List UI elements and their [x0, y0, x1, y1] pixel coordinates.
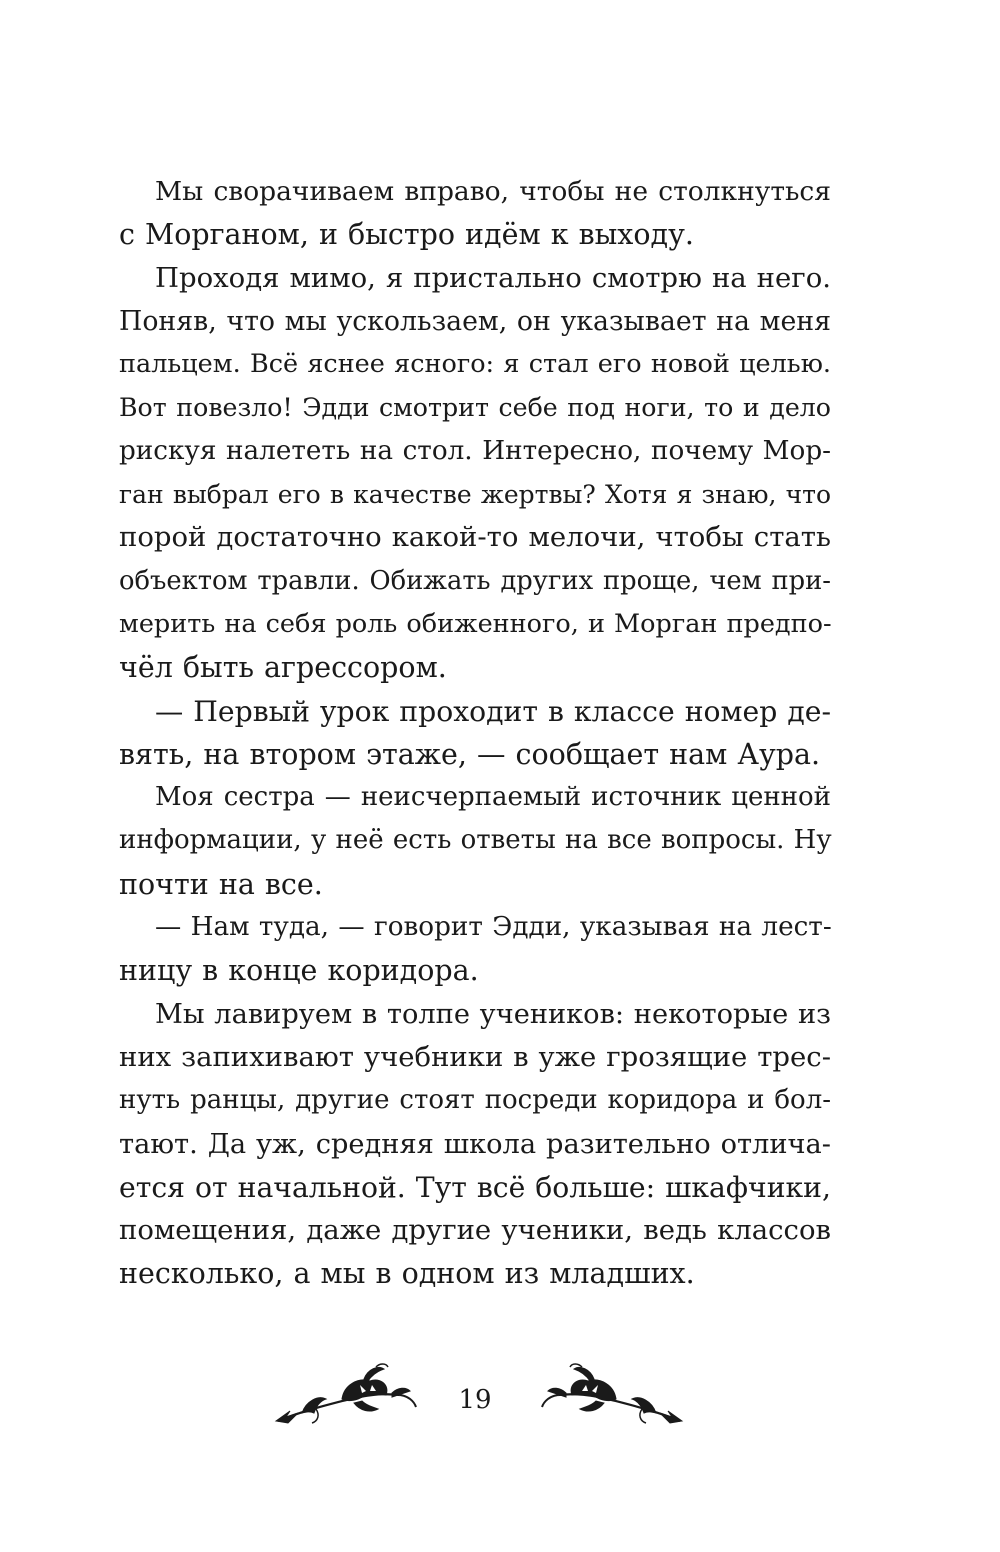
text-line: порой достаточно какой-то мелочи, чтобы стать: [119, 521, 831, 554]
text-line: ется от начальной. Тут всё больше: шкафчики,: [119, 1170, 831, 1204]
text-line: ган выбрал его в качестве жертвы? Хотя я знаю, что: [119, 480, 831, 510]
text-line: объектом травли. Обижать других проще, чем при-: [119, 565, 831, 596]
text-line: Поняв, что мы ускользаем, он указывает на меня: [119, 305, 831, 337]
page-number: 19: [458, 1385, 492, 1415]
text-line: помещения, даже другие ученики, ведь классов: [119, 1214, 831, 1247]
text-line: рискуя налететь на стол. Интересно, почему Мор-: [119, 435, 831, 466]
text-line: Мы сворачиваем вправо, чтобы не столкнуться: [155, 176, 831, 207]
text-line: мерить на себя роль обиженного, и Морган предпо-: [119, 608, 832, 639]
text-line: — Первый урок проходит в классе номер де-: [155, 694, 831, 728]
text-line: с Морганом, и быстро идём к выходу.: [119, 218, 694, 252]
body-text: [119, 170, 831, 1296]
text-line: тают. Да уж, средняя школа разительно отлича-: [119, 1128, 831, 1160]
leaf-ornament-left-icon: [272, 1355, 422, 1435]
page-footer: [0, 1355, 1000, 1445]
text-line: Проходя мимо, я пристально смотрю на него.: [155, 261, 831, 294]
text-line: них запихивают учебники в уже грозящие трес-: [119, 1040, 831, 1073]
text-line: пальцем. Всё яснее ясного: я стал его новой целью.: [119, 349, 831, 380]
text-line: нуть ранцы, другие стоят посреди коридора и бол-: [119, 1085, 831, 1116]
text-line: вять, на втором этаже, — сообщает нам Аура.: [119, 737, 821, 771]
text-line: чёл быть агрессором.: [119, 651, 447, 685]
leaf-ornament-right-icon: [536, 1355, 686, 1435]
text-line: Моя сестра — неисчерпаемый источник ценной: [155, 782, 831, 813]
text-line: Вот повезло! Эдди смотрит себе под ноги, то и дело: [119, 393, 831, 423]
text-line: ницу в конце коридора.: [119, 954, 479, 988]
text-line: Мы лавируем в толпе учеников: некоторые из: [155, 998, 831, 1030]
text-line: почти на все.: [119, 867, 323, 901]
text-line: — Нам туда, — говорит Эдди, указывая на лест-: [155, 912, 832, 943]
text-line: информации, у неё есть ответы на все вопросы. Ну: [119, 825, 832, 856]
text-line: несколько, а мы в одном из младших.: [119, 1257, 695, 1291]
